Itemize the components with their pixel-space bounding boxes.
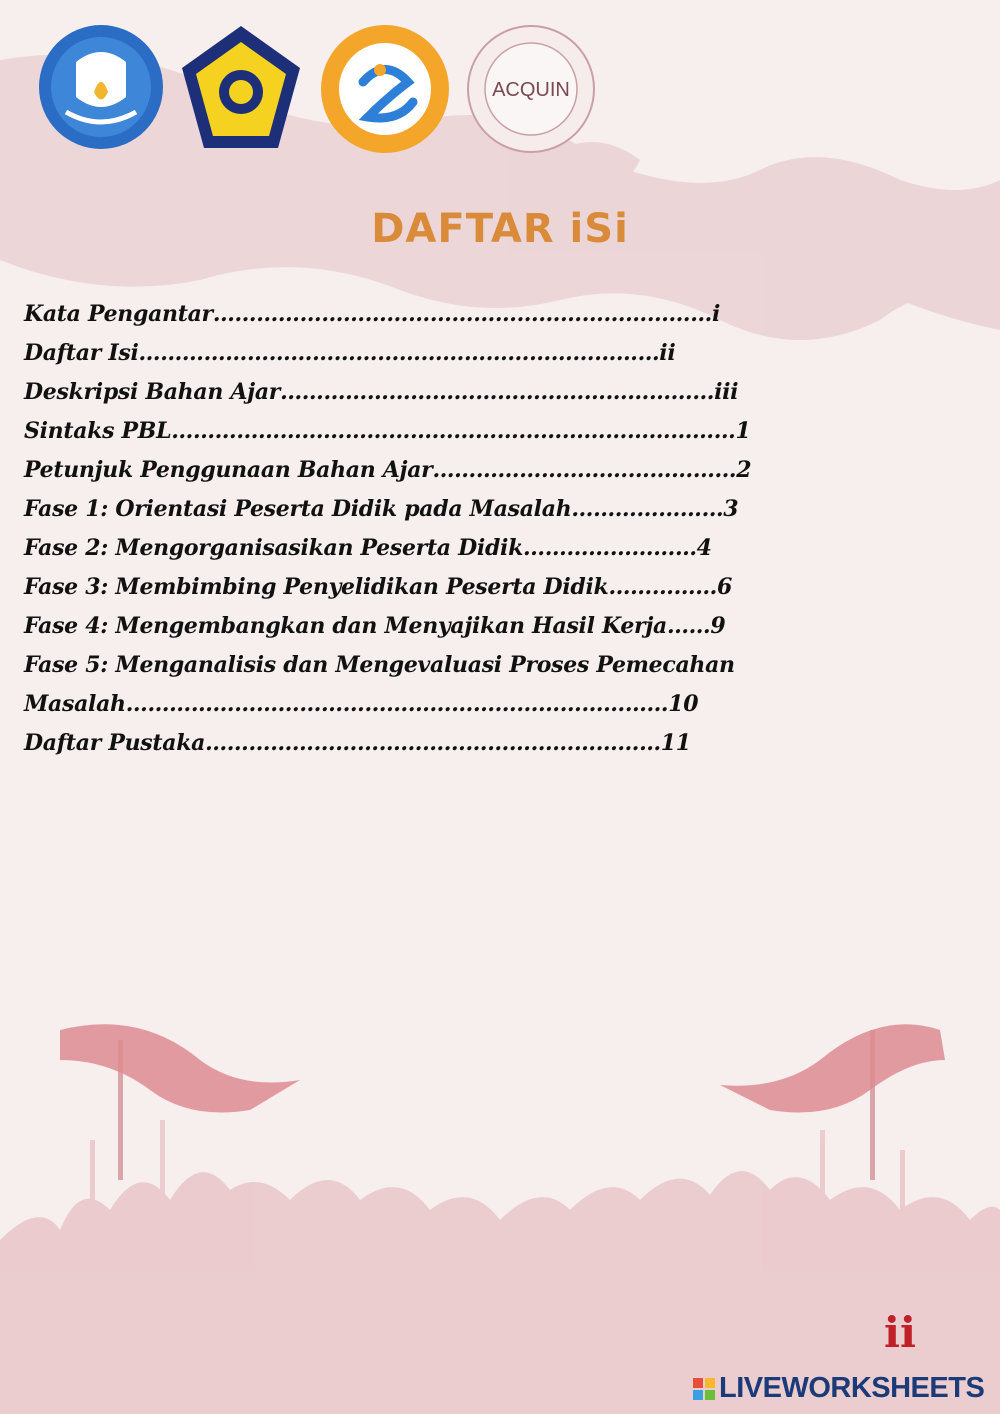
acquin-logo <box>464 22 599 157</box>
toc-entry-fase-5: Fase 5: Menganalisis dan Mengevaluasi Proses Pemecahan <box>24 652 735 678</box>
university-crest-logo <box>176 22 306 152</box>
page-title: DAFTAR iSi <box>371 206 629 252</box>
toc-entry-fase-4: Fase 4: Mengembangkan dan Menyajikan Hasil Kerja……9 <box>24 613 726 639</box>
liveworksheets-brand: LIVEWORKSHEETS <box>719 1372 985 1404</box>
diktisaintek-berdampak-logo <box>318 22 453 157</box>
liveworksheets-grid-icon <box>693 1378 715 1400</box>
toc-entry-fase-3: Fase 3: Membimbing Penyelidikan Peserta Didik……………6 <box>24 574 732 600</box>
toc-entry-deskripsi-bahan-ajar: Deskripsi Bahan Ajar……………………………………………………iii <box>24 379 739 405</box>
toc-entry-daftar-isi: Daftar Isi………………………………………………………………ii <box>24 340 676 366</box>
toc-entry-petunjuk: Petunjuk Penggunaan Bahan Ajar……………………………………2 <box>24 457 752 483</box>
svg-text:ACQUIN: ACQUIN <box>492 79 570 101</box>
toc-entry-sintaks-pbl: Sintaks PBL……………………………………………………………………1 <box>24 418 751 444</box>
toc-entry-fase-1: Fase 1: Orientasi Peserta Didik pada Masalah…………………3 <box>24 496 739 522</box>
page-number: ii <box>884 1308 916 1357</box>
tut-wuri-handayani-logo <box>36 22 166 152</box>
liveworksheets-logo <box>693 1372 984 1405</box>
toc-entry-daftar-pustaka: Daftar Pustaka………………………………………………………11 <box>24 730 691 756</box>
toc-entry-fase-2: Fase 2: Mengorganisasikan Peserta Didik……………………4 <box>24 535 712 561</box>
table-of-contents <box>24 295 924 763</box>
toc-entry-kata-pengantar: Kata Pengantar……………………………………………………………i <box>24 301 720 327</box>
header-logos <box>36 22 616 162</box>
toc-entry-fase-5-continued: Masalah…………………………………………………………………10 <box>24 691 699 717</box>
